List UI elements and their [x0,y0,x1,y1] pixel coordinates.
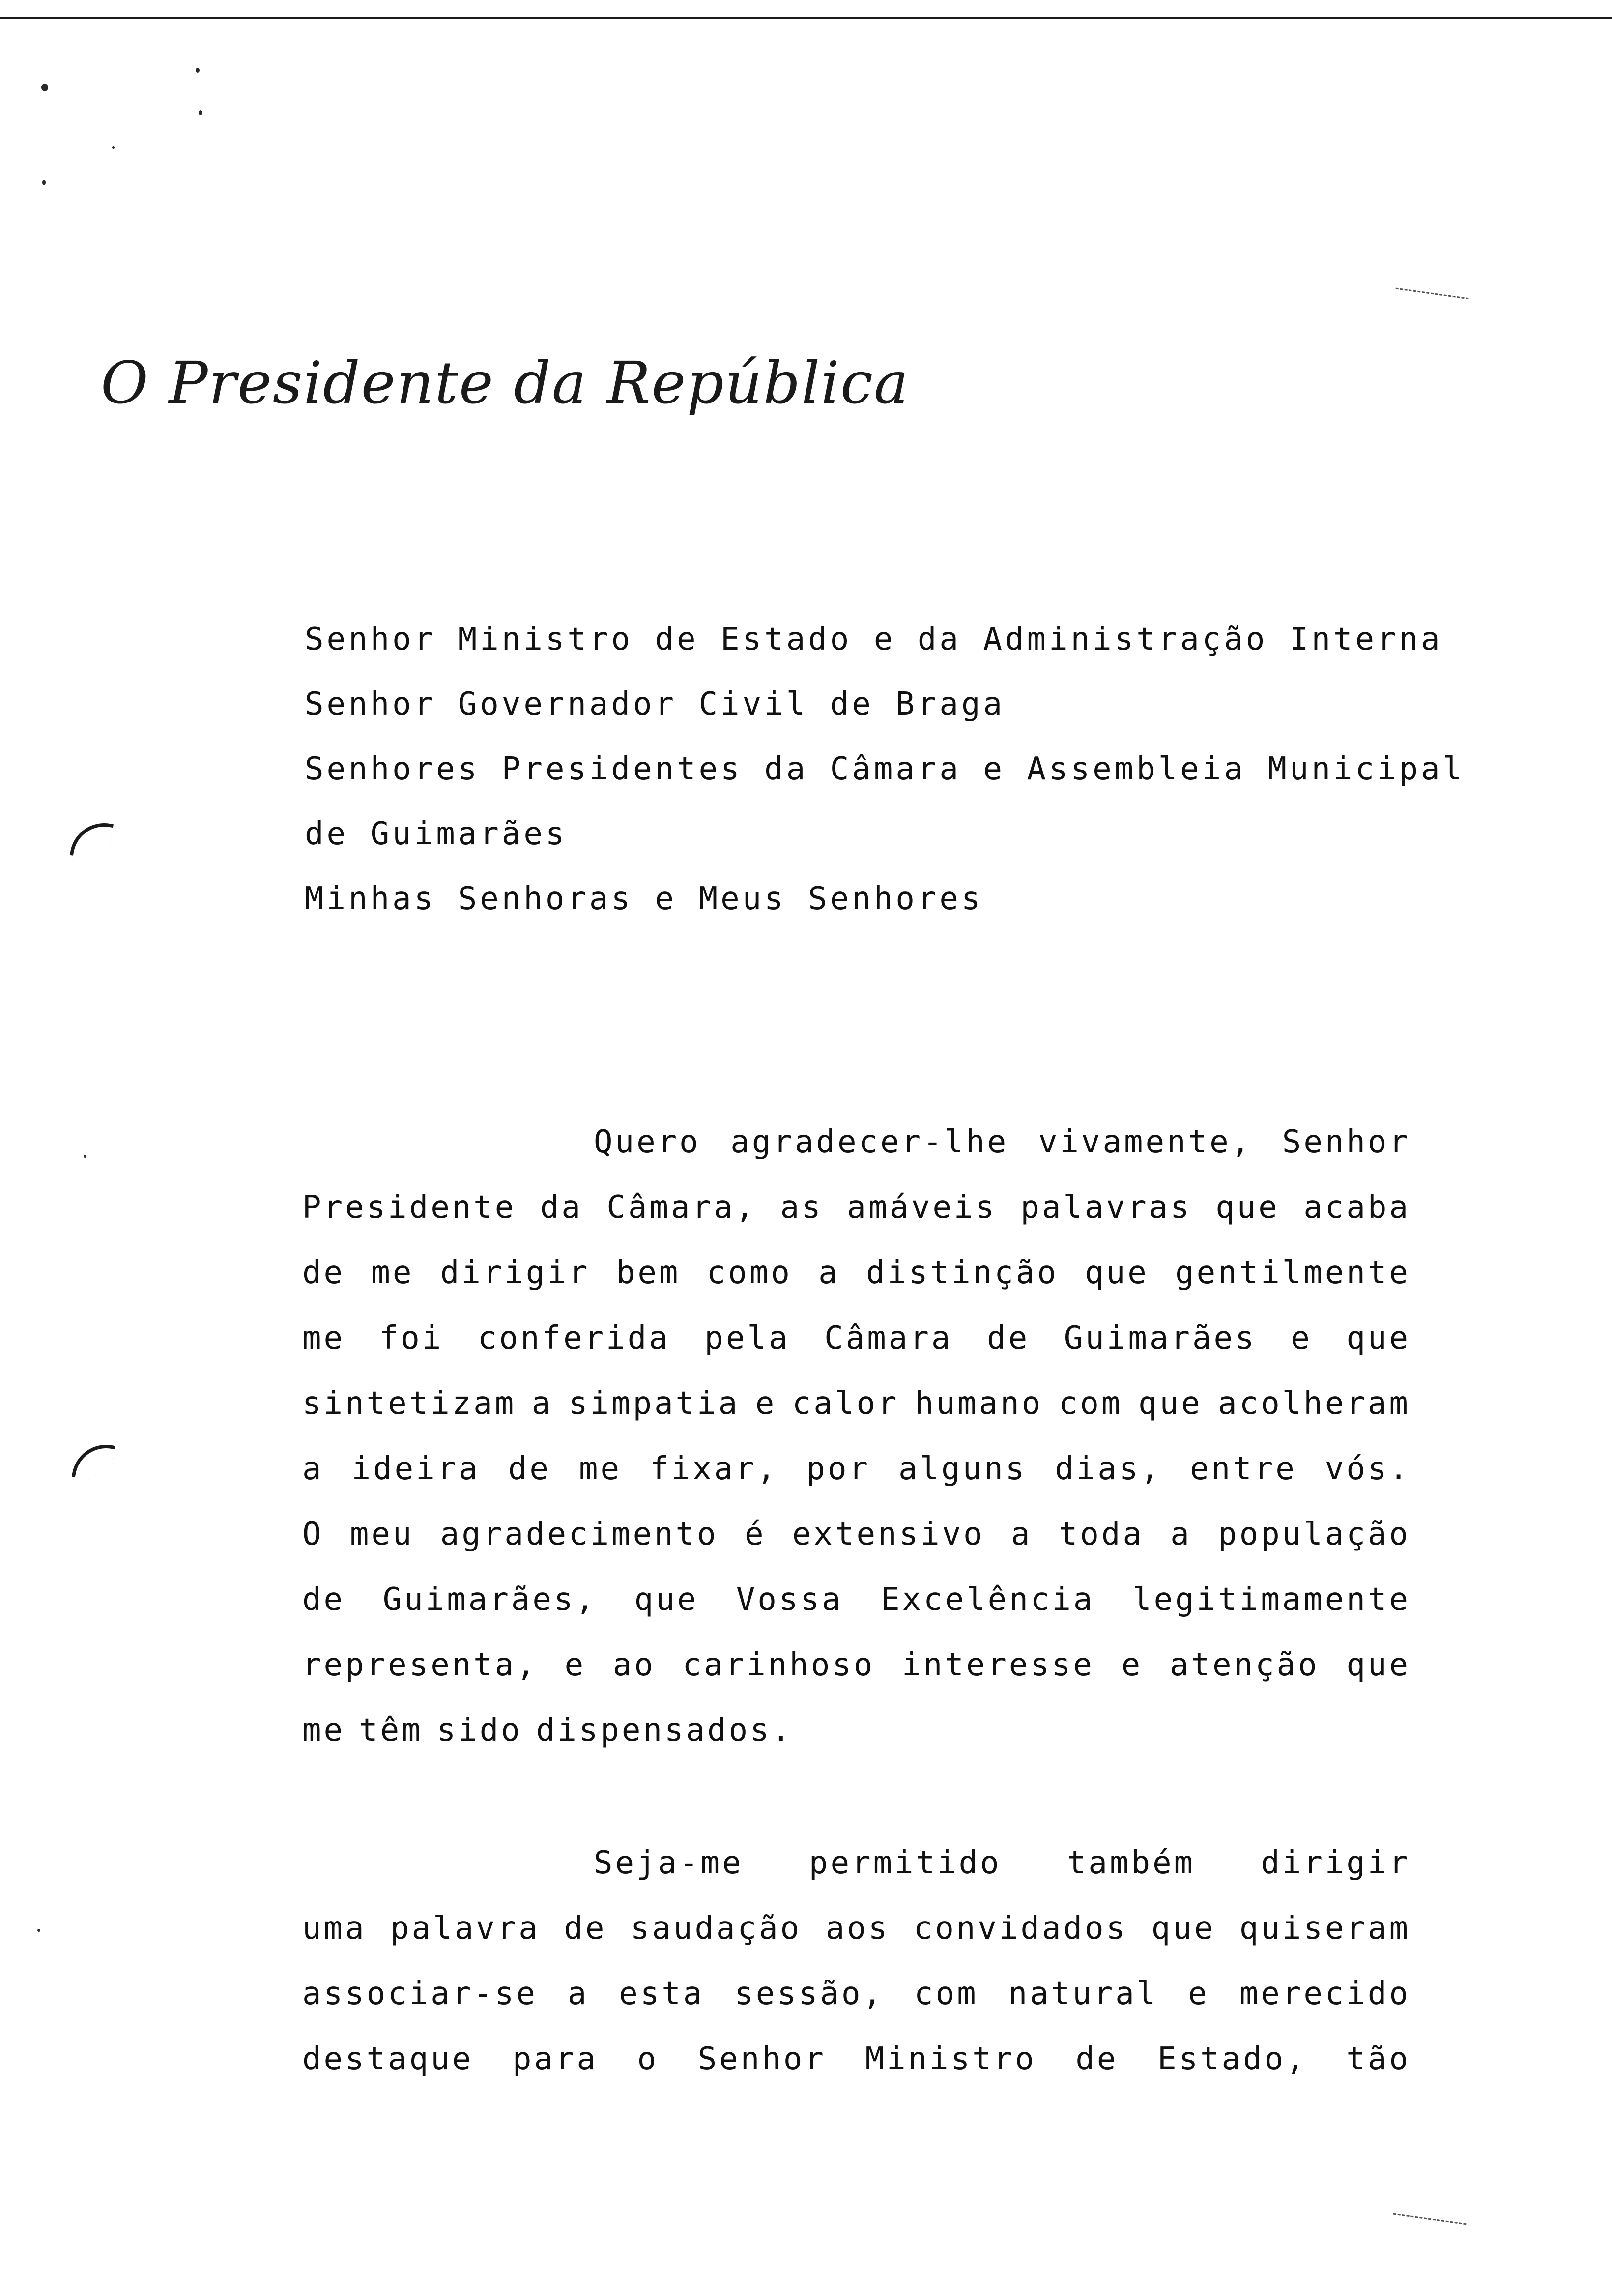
body-word: aos [825,1910,890,1947]
body-line [302,1110,1410,1175]
body-word: Excelência [881,1581,1095,1618]
body-word: a [302,1451,324,1487]
body-word: permitido [808,1845,1002,1881]
body-word: simpatia [568,1385,740,1422]
body-word: agradecer-lhe [730,1124,1009,1160]
body-word: com [1058,1385,1123,1422]
body-word: e [755,1385,777,1422]
body-line [302,1436,1410,1502]
body-word: que [634,1581,699,1618]
body-line [302,1175,1410,1240]
body-word: alguns [898,1451,1027,1487]
body-word: fixar, [650,1451,778,1487]
body-word: destaque [302,2041,474,2077]
body-line [302,1698,1410,1763]
body-word: Senhor [697,2041,826,2077]
body-word: Vossa [736,1581,843,1618]
body-word: a [567,1976,589,2012]
body-word: saudação [630,1910,802,1947]
body-word: me [579,1451,622,1487]
body-word: pela [704,1320,790,1356]
body-word: acaba [1303,1189,1410,1226]
body-word: têm [359,1712,423,1749]
salutation-line: Minhas Senhoras e Meus Senhores [305,881,983,917]
body-word: Estado, [1157,2041,1307,2077]
body-word: de [564,1910,607,1947]
body-word: a [531,1385,553,1422]
body-word: natural [1008,1976,1158,2012]
salutation-line: Senhores Presidentes da Câmara e Assembleia Municipal [305,751,1465,787]
body-word: Senhor [1282,1124,1410,1160]
speck [199,110,202,115]
body-word: Presidente [302,1189,517,1226]
body-word: que [1346,1647,1410,1683]
body-word: as [780,1189,823,1226]
body-word: de [508,1451,551,1487]
body-word: o [637,2041,659,2077]
body-word: me [302,1320,345,1356]
body-word: tão [1346,2041,1410,2077]
body-word: O [302,1516,324,1552]
body-word: merecido [1239,1976,1410,2012]
body-word: agradecimento [440,1516,719,1552]
body-word: população [1218,1516,1410,1552]
body-word: ao [612,1647,656,1683]
body-word: a [1010,1516,1033,1552]
body-word: Guimarães, [382,1581,597,1618]
body-word: e [1188,1976,1209,2012]
body-word: para [512,2041,598,2077]
speck [84,1155,86,1158]
top-rule [0,17,1612,19]
speck [37,1929,40,1932]
body-word: Câmara, [606,1189,757,1226]
body-line [302,1896,1410,1961]
body-word: de [302,1255,345,1291]
body-word: que [1151,1910,1216,1947]
body-word: associar-se [302,1976,538,2012]
binder-hole-mark [70,818,114,861]
body-word: convidados [913,1910,1128,1947]
speck [112,146,115,149]
body-word: e [1291,1320,1312,1356]
body-word: vivamente, [1038,1124,1253,1160]
body-paragraph-2 [302,1831,1410,2092]
salutation-line: Senhor Governador Civil de Braga [305,686,1005,722]
body-paragraph-1 [302,1110,1410,1763]
letterhead-title: O Presidente da República [101,349,910,417]
body-word: interesse [902,1647,1094,1683]
salutation-block [305,607,1465,931]
body-word: esta [619,1976,705,2012]
body-line [302,1831,1410,1896]
body-word: extensivo [792,1516,985,1552]
body-word: Seja-me [594,1845,744,1881]
body-line [302,1567,1410,1633]
body-word: que [1138,1385,1203,1422]
body-word: toda [1058,1516,1144,1552]
body-word: por [806,1451,871,1487]
salutation-line: de Guimarães [305,816,568,852]
body-word: acolheram [1218,1385,1410,1422]
body-word: e [1121,1647,1143,1683]
salutation-line: Senhor Ministro de Estado e da Administração Interna [305,621,1443,658]
body-line [302,1502,1410,1567]
body-line [302,1961,1410,2027]
body-word: entre [1190,1451,1297,1487]
body-word: que [1085,1255,1149,1291]
body-word: Guimarães [1064,1320,1257,1356]
body-line [302,1240,1410,1306]
speck [41,84,48,91]
body-line [302,1633,1410,1698]
body-word: sintetizam [302,1385,517,1422]
body-word: dirigir [440,1255,590,1291]
body-word: sessão, [734,1976,885,2012]
body-line [302,1306,1410,1371]
body-word: legitimamente [1132,1581,1410,1618]
body-word: atenção [1169,1647,1320,1683]
body-word: meu [349,1516,414,1552]
body-word: com [914,1976,979,2012]
body-word: também [1066,1845,1196,1881]
body-line [302,1371,1410,1436]
binder-hole-mark [72,1439,115,1483]
body-word: que [1346,1320,1410,1356]
body-word: calor [792,1385,899,1422]
body-word: palavra [390,1910,540,1947]
body-word: foi [379,1320,444,1356]
body-word: Quero [594,1124,701,1160]
speck [42,180,46,185]
body-word: de [302,1581,345,1618]
corner-scribble [1396,281,1470,300]
body-word: carinhoso [682,1647,875,1683]
body-word: bem [616,1255,681,1291]
body-word: como [706,1255,792,1291]
body-word: vós. [1324,1451,1410,1487]
body-word: Ministro [865,2041,1036,2077]
body-word: de [1075,2041,1119,2077]
body-word: Câmara [824,1320,953,1356]
body-word: é [745,1516,766,1552]
body-word: palavras [1020,1189,1192,1226]
body-line [302,2027,1410,2092]
body-word: quiseram [1239,1910,1410,1947]
body-word: a [818,1255,840,1291]
body-word: dias, [1055,1451,1162,1487]
body-word: distinção [866,1255,1059,1291]
body-word: ideira [351,1451,480,1487]
body-word: humano [915,1385,1043,1422]
body-word: dispensados. [536,1712,793,1749]
body-word: da [540,1189,583,1226]
body-word: dirigir [1261,1845,1410,1881]
body-word: a [1170,1516,1192,1552]
body-word: gentilmente [1175,1255,1410,1291]
body-word: conferida [477,1320,670,1356]
body-word: me [302,1712,345,1749]
body-word: me [371,1255,414,1291]
speck [196,68,200,73]
body-word: uma [302,1910,367,1947]
body-word: amáveis [847,1189,997,1226]
body-word: de [987,1320,1030,1356]
body-word: representa, [302,1647,538,1683]
corner-scribble [1393,2207,1468,2225]
body-word: que [1215,1189,1280,1226]
body-word: sido [436,1712,522,1749]
body-word: e [564,1647,586,1683]
